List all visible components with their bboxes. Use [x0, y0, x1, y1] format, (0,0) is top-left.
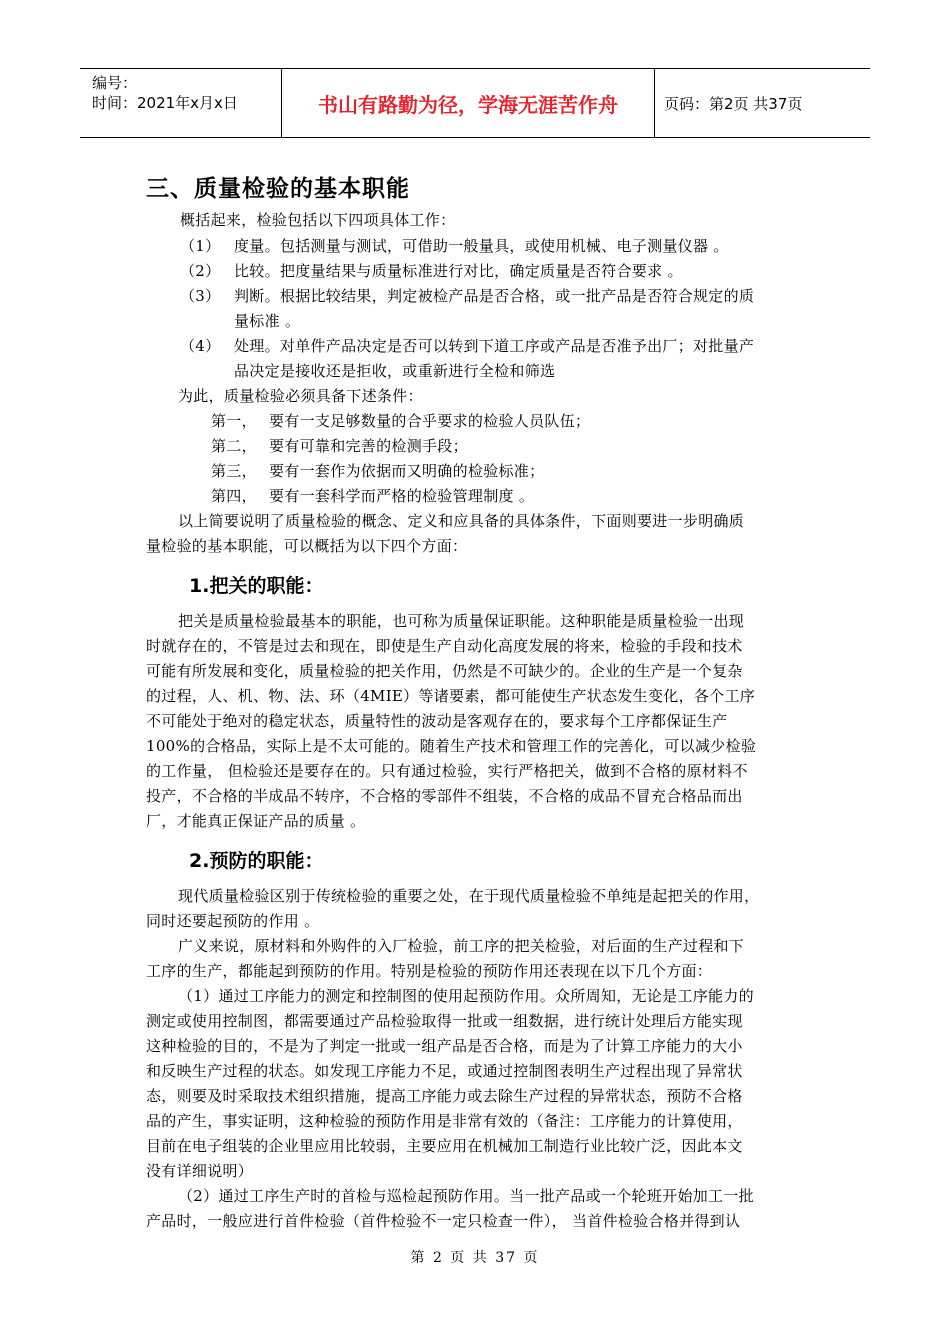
header-motto: 书山有路勤为径，学海无涯苦作舟 [281, 69, 655, 137]
paragraph-line: 不可能处于绝对的稳定状态，质量特性的波动是客观存在的，要求每个工序都保证生产 [146, 712, 728, 730]
item-text: 判断。根据比较结果，判定被检产品是否合格，或一批产品是否符合规定的质 [234, 287, 755, 305]
condition-item [211, 486, 534, 506]
paragraph-line: 100%的合格品，实际上是不太可能的。随着生产技术和管理工作的完善化，可以减少检验 [146, 737, 757, 755]
header-time: 时间：2021年x月x日 [92, 94, 238, 112]
condition-text: 要有一套作为依据而又明确的检验标准； [269, 462, 545, 480]
paragraph-line: 和反映生产过程的状态。如发现工序能力不足，或通过控制图表明生产过程出现了异常状 [146, 1062, 743, 1080]
condition-text: 要有一套科学而严格的检验管理制度 。 [269, 487, 535, 505]
condition-text: 要有可靠和完善的检测手段； [269, 437, 468, 455]
paragraph-line: 把关是质量检验最基本的职能，也可称为质量保证职能。这种职能是质量检验一出现 [178, 612, 745, 630]
paragraph-line: 的过程，人、机、物、法、环（4MIE）等诸要素，都可能使生产状态发生变化，各个工序 [146, 687, 756, 705]
intro-text: 概括起来，检验包括以下四项具体工作： [180, 211, 456, 229]
paragraph-line: 这种检验的目的，不是为了判定一批或一组产品是否合格，而是为了计算工序能力的大小 [146, 1037, 743, 1055]
item-number: （2） [180, 262, 221, 280]
paragraph-line: 产品时，一般应进行首件检验（首件检验不一定只检查一件）， 当首件检验合格并得到认 [146, 1212, 741, 1230]
paragraph-line: 品的产生，事实证明，这种检验的预防作用是非常有效的（备注：工序能力的计算使用， [146, 1112, 743, 1130]
paragraph-line: 时就存在的，不管是过去和现在，即使是生产自动化高度发展的将来，检验的手段和技术 [146, 637, 743, 655]
paragraph-line: 投产，不合格的半成品不转序，不合格的零部件不组装，不合格的成品不冒充合格品而出 [146, 787, 743, 805]
list-item [180, 261, 683, 281]
paragraph-line: 态，则要及时采取技术组织措施，提高工序能力或去除生产过程的异常状态，预防不合格 [146, 1087, 743, 1105]
condition-ordinal: 第三， [211, 462, 257, 480]
list-item [180, 236, 729, 256]
paragraph-line: 广义来说，原材料和外购件的入厂检验，前工序的把关检验，对后面的生产过程和下 [178, 937, 745, 955]
section-title: 三、质量检验的基本职能 [146, 176, 410, 202]
item-text: 处理。对单件产品决定是否可以转到下道工序或产品是否准予出厂；对批量产 [234, 337, 755, 355]
paragraph-line: 厂，才能真正保证产品的质量 。 [146, 812, 366, 830]
condition-ordinal: 第一， [211, 412, 257, 430]
paragraph-line: 的工作量， 但检验还是要存在的。只有通过检验，实行严格把关，做到不合格的原材料不 [146, 762, 748, 780]
item-number: （1） [180, 237, 221, 255]
condition-ordinal: 第四， [211, 487, 257, 505]
paragraph-line: （1）通过工序能力的测定和控制图的使用起预防作用。众所周知，无论是工序能力的 [178, 987, 754, 1005]
conditions-intro: 为此，质量检验必须具备下述条件： [178, 387, 423, 405]
paragraph-line: 工序的生产，都能起到预防的作用。特别是检验的预防作用还表现在以下几个方面： [146, 962, 713, 980]
paragraph-line: 现代质量检验区别于传统检验的重要之处，在于现代质量检验不单纯是起把关的作用， [178, 887, 760, 905]
item-text-continued: 量标准 。 [234, 312, 301, 330]
item-number: （4） [180, 337, 221, 355]
condition-item [211, 411, 590, 431]
condition-text: 要有一支足够数量的合乎要求的检验人员队伍； [269, 412, 591, 430]
list-item [180, 286, 754, 306]
condition-ordinal: 第二， [211, 437, 257, 455]
item-number: （3） [180, 287, 221, 305]
paragraph-line: 目前在电子组装的企业里应用比较弱，主要应用在机械加工制造行业比较广泛，因此本文 [146, 1137, 743, 1155]
header-page-info: 页码：第2页 共37页 [664, 94, 803, 113]
subsection-title: 2.预防的职能： [189, 850, 324, 872]
paragraph-line: 没有详细说明） [146, 1162, 254, 1180]
page-header [80, 68, 870, 138]
condition-item [211, 436, 468, 456]
header-meta [80, 69, 281, 137]
item-text-continued: 品决定是接收还是拒收，或重新进行全检和筛选 [234, 362, 556, 380]
condition-item [211, 461, 544, 481]
paragraph-line: 测定或使用控制图，都需要通过产品检验取得一批或一组数据，进行统计处理后方能实现 [146, 1012, 743, 1030]
item-text: 比较。把度量结果与质量标准进行对比，确定质量是否符合要求 。 [234, 262, 683, 280]
page-footer: 第 2 页 共 37 页 [410, 1250, 540, 1266]
paragraph-line: 同时还要起预防的作用 。 [146, 912, 320, 930]
summary-line: 量检验的基本职能，可以概括为以下四个方面： [146, 537, 468, 555]
summary-line: 以上简要说明了质量检验的概念、定义和应具备的具体条件，下面则要进一步明确质 [178, 512, 745, 530]
subsection-title: 1.把关的职能： [189, 575, 324, 597]
paragraph-line: 可能有所发展和变化，质量检验的把关作用，仍然是不可缺少的。企业的生产是一个复杂 [146, 662, 743, 680]
list-item [180, 336, 754, 356]
item-text: 度量。包括测量与测试，可借助一般量具，或使用机械、电子测量仪器 。 [234, 237, 729, 255]
header-code: 编号： [92, 74, 138, 92]
paragraph-line: （2）通过工序生产时的首检与巡检起预防作用。当一批产品或一个轮班开始加工一批 [178, 1187, 754, 1205]
